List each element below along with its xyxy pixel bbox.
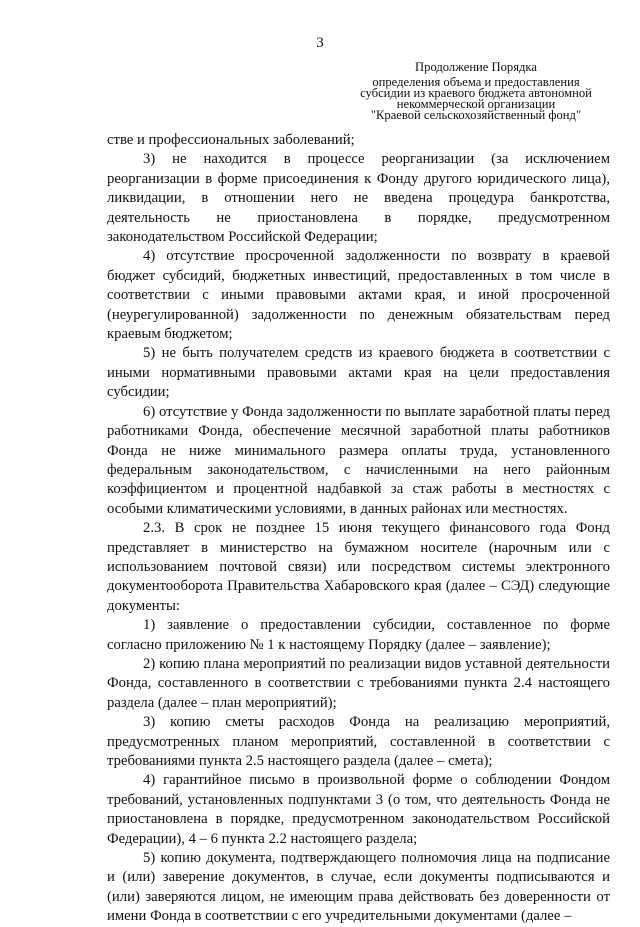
paragraph-doc-item-4: 4) гарантийное письмо в произвольной форме о соблюдении Фондом требований, установленных подпунктами 3 (о том, что деятельность Фонда не приостановлена в порядке, предусмотренном законодательством Российской Федерации), 4 – 6 пункта 2.2 настоящего раздела;: [107, 772, 610, 847]
document-body: [107, 131, 610, 927]
header-line: некоммерческой организации: [396, 97, 556, 111]
header-line: определения объема и предоставления: [372, 75, 580, 89]
paragraph-item-4: 4) отсутствие просроченной задолженности по возврату в краевой бюджет субсидий, бюджетных инвестиций, предоставленных в том числе в соответствии с иными правовыми актами края, и иной просроченной (неурегулированной) задолженности по денежным обязательствам перед краевым бюджетом;: [107, 248, 610, 343]
paragraph-doc-item-5: 5) копию документа, подтверждающего полномочия лица на подписание и (или) заверение документов, в случае, если документы подписываются и (или) заверяются лицом, не имеющим права действовать без доверенности от имени Фонда в соответствии с его учредительными документами (далее –: [107, 850, 610, 925]
paragraph-doc-item-2: 2) копию плана мероприятий по реализации видов уставной деятельности Фонда, составленного в соответствии с требованиями пункта 2.4 настоящего раздела (далее – план мероприятий);: [107, 655, 610, 711]
paragraph-section-2-3: 2.3. В срок не позднее 15 июня текущего финансового года Фонд представляет в министерство на бумажном носителе (нарочным или с использованием почтовой связи) или посредством системы электронного документооборота Правительства Хабаровского края (далее – СЭД) следующие документы:: [107, 520, 610, 614]
paragraph-continuation: стве и профессиональных заболеваний;: [107, 132, 355, 148]
header-line: субсидии из краевого бюджета автономной: [360, 86, 592, 100]
paragraph-item-6: 6) отсутствие у Фонда задолженности по выплате заработной платы перед работниками Фонда, обеспечение месячной заработной платы работников Фонда не ниже минимального размера оплаты труда, установленного федеральным законодательством, с начисленными на него районным коэффициентом и процентной надбавкой за стаж работы в местностях с особыми климатическими условиями, в данных районах или местностях.: [107, 403, 610, 517]
paragraph-doc-item-3: 3) копию сметы расходов Фонда на реализацию мероприятий, предусмотренных планом мероприятий, составленной в соответствии с требованиями пункта 2.5 настоящего раздела (далее – смета);: [107, 714, 610, 769]
paragraph-item-5: 5) не быть получателем средств из краевого бюджета в соответствии с иными нормативными правовыми актами края на цели предоставления субсидии;: [107, 345, 610, 401]
page-number: 3: [316, 35, 324, 51]
header-line: "Краевой сельскохозяйственный фонд": [370, 108, 582, 122]
continuation-header: [343, 62, 609, 121]
paragraph-doc-item-1: 1) заявление о предоставлении субсидии, составленное по форме согласно приложению № 1 к настоящему Порядку (далее – заявление);: [107, 617, 610, 653]
paragraph-item-3: 3) не находится в процессе реорганизации (за исключением реорганизации в форме присоединения к Фонду другого юридического лица), ликвидации, в отношении него не введена процедура банкротства, деятельность не приостановлена в порядке, предусмотренном законодательством Российской Федерации;: [107, 151, 610, 246]
header-title: Продолжение Порядка: [415, 60, 537, 74]
